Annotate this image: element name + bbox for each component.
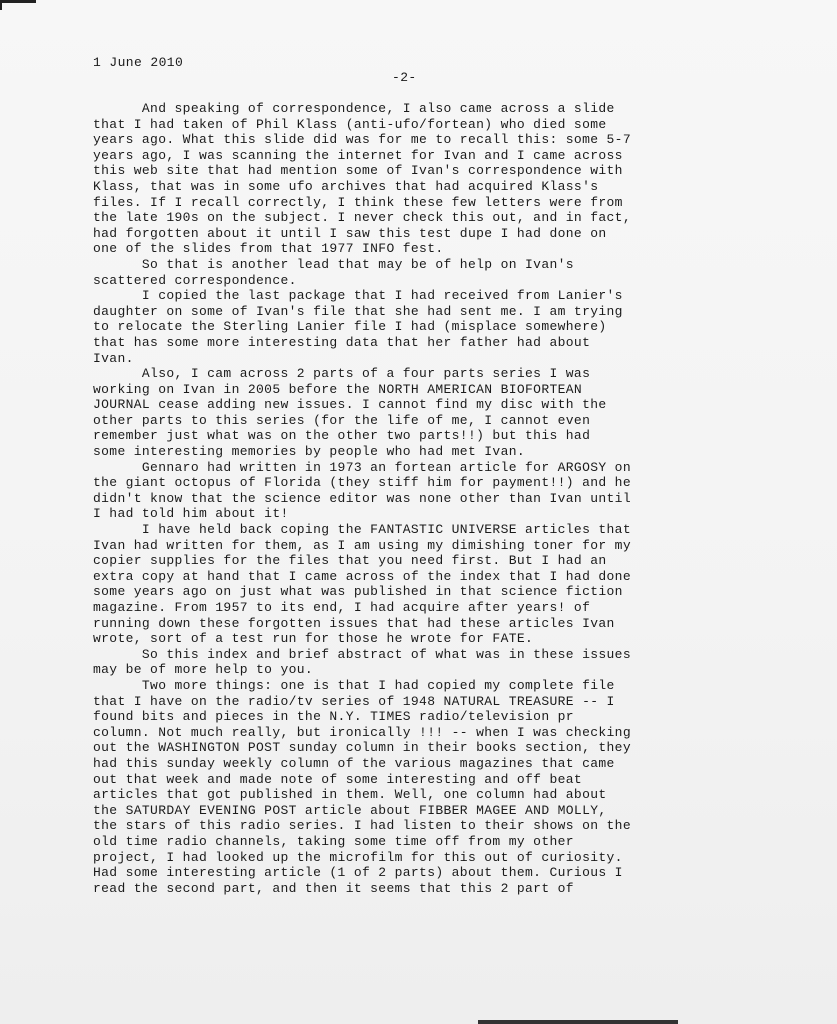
letter-line: that I had taken of Phil Klass (anti-ufo/fortean) who died some <box>93 116 607 132</box>
letter-line: that has some more interesting data that her father had about <box>93 334 591 350</box>
letter-line: files. If I recall correctly, I think these few letters were from <box>93 194 623 210</box>
letter-line: magazine. From 1957 to its end, I had acquire after years! of <box>93 600 591 615</box>
letter-body <box>93 101 733 896</box>
letter-line: may be of more help to you. <box>93 662 314 678</box>
letter-line: this web site that had mention some of Ivan's correspondence with <box>93 163 623 179</box>
letter-line: out that week and made note of some interesting and off beat <box>93 771 583 787</box>
letter-line: the stars of this radio series. I had listen to their shows on the <box>93 818 631 834</box>
letter-line: scattered correspondence. <box>93 272 297 288</box>
letter-line: daughter on some of Ivan's file that she had sent me. I am trying <box>93 303 623 319</box>
scan-edge-mark-left <box>0 0 2 10</box>
letter-line: extra copy at hand that I came across of the index that I had done <box>93 568 631 584</box>
scan-edge-mark-bottom <box>478 1020 678 1024</box>
page-number: -2- <box>392 70 417 85</box>
letter-line: I have held back coping the FANTASTIC UNIVERSE articles that <box>93 522 631 538</box>
letter-line: project, I had looked up the microfilm for this out of curiosity. <box>93 849 623 865</box>
letter-line: Ivan had written for them, as I am using my dimishing toner for my <box>93 537 631 553</box>
letter-line: Klass, that was in some ufo archives that had acquired Klass's <box>93 178 599 194</box>
letter-line: some interesting memories by people who had met Ivan. <box>93 444 526 460</box>
letter-line: had forgotten about it until I saw this test dupe I had done on <box>93 225 607 241</box>
letter-line: Ivan. <box>93 350 134 366</box>
letter-line: old time radio channels, taking some time off from my other <box>93 833 574 849</box>
letter-line: had this sunday weekly column of the various magazines that came <box>93 755 615 771</box>
letter-line: that I have on the radio/tv series of 1948 NATURAL TREASURE -- I <box>93 693 615 709</box>
letter-line: So that is another lead that may be of help on Ivan's <box>93 256 574 272</box>
letter-date: 1 June 2010 <box>93 55 184 70</box>
letter-line: remember just what was on the other two parts!!) but this had <box>93 428 591 444</box>
letter-line: working on Ivan in 2005 before the NORTH AMERICAN BIOFORTEAN <box>93 381 583 397</box>
letter-line: out the WASHINGTON POST sunday column in their books section, they <box>93 740 631 756</box>
letter-line: one of the slides from that 1977 INFO fest. <box>93 241 444 257</box>
letter-line: Had some interesting article (1 of 2 parts) about them. Curious I <box>93 865 623 881</box>
letter-line: other parts to this series (for the life of me, I cannot even <box>93 412 591 428</box>
letter-line: some years ago on just what was published in that science fiction <box>93 584 623 600</box>
letter-line: copier supplies for the files that you need first. But I had an <box>93 553 607 569</box>
letter-line: So this index and brief abstract of what was in these issues <box>93 646 631 662</box>
letter-line: wrote, sort of a test run for those he wrote for FATE. <box>93 631 534 647</box>
letter-line: didn't know that the science editor was none other than Ivan until <box>93 490 631 506</box>
letter-line: Two more things: one is that I had copied my complete file <box>93 677 615 693</box>
letter-line: running down these forgotten issues that had these articles Ivan <box>93 615 615 631</box>
letter-line: And speaking of correspondence, I also came across a slide <box>93 101 615 116</box>
letter-line: years ago, I was scanning the internet for Ivan and I came across <box>93 147 623 163</box>
letter-line: Also, I cam across 2 parts of a four parts series I was <box>93 366 591 382</box>
letter-line: read the second part, and then it seems that this 2 part of <box>93 880 574 896</box>
letter-line: column. Not much really, but ironically !!! -- when I was checking <box>93 724 631 740</box>
letter-line: years ago. What this slide did was for me to recall this: some 5-7 <box>93 132 631 148</box>
letter-line: Gennaro had written in 1973 an fortean article for ARGOSY on <box>93 459 631 475</box>
scan-edge-mark <box>0 0 36 3</box>
letter-line: the SATURDAY EVENING POST article about FIBBER MAGEE AND MOLLY, <box>93 802 607 818</box>
letter-line: the giant octopus of Florida (they stiff him for payment!!) and he <box>93 475 631 491</box>
letter-line: JOURNAL cease adding new issues. I cannot find my disc with the <box>93 397 607 413</box>
letter-line: the late 190s on the subject. I never check this out, and in fact, <box>93 210 631 226</box>
letter-line: to relocate the Sterling Lanier file I had (misplace somewhere) <box>93 319 607 335</box>
letter-line: I copied the last package that I had received from Lanier's <box>93 288 623 304</box>
letter-line: I had told him about it! <box>93 506 289 522</box>
letter-line: articles that got published in them. Well, one column had about <box>93 787 607 803</box>
letter-line: found bits and pieces in the N.Y. TIMES radio/television pr <box>93 709 574 725</box>
